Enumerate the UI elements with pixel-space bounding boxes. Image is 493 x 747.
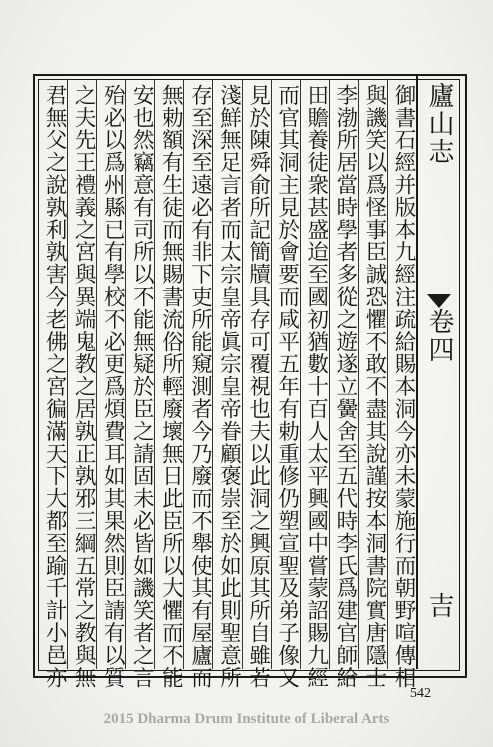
column-rule: [242, 79, 243, 669]
column-rule: [154, 79, 155, 669]
footer-watermark: 2015 Dharma Drum Institute of Liberal Arts: [103, 711, 390, 727]
leaf-number: 吉: [424, 592, 454, 620]
column-rule: [387, 79, 388, 669]
text-column: 之夫先王禮義之宮與異端鬼教之居孰正孰邪三綱五常之教與無: [71, 84, 97, 689]
text-column: 而官其洞主見於會要而咸平五年有勅重修仍塑宣聖及弟子像又: [274, 84, 300, 689]
fish-tail-mark: [424, 294, 454, 308]
text-column: 淺鮮無足言者而太宗皇帝眞宗皇帝眷顧褒崇至於如此則聖意所: [216, 84, 242, 689]
text-column: 田贍養徒衆甚盛迨至國初猶數十百人太平興國中嘗蒙詔賜九經: [303, 84, 329, 689]
column-rule: [67, 79, 68, 669]
column-rule: [125, 79, 126, 669]
text-column: 君無父之說孰利孰害今老佛之宮徧滿天下大都至踰千計小邑亦: [42, 84, 68, 689]
text-column: 安也然竊意有司所以不能無疑於臣之請固未必皆如譏笑者之言: [129, 84, 155, 689]
column-rule: [329, 79, 330, 669]
text-column: 無勅額有生徒而無賜書流俗所輕廢壞無日此臣所以大懼而不能: [158, 84, 184, 689]
column-rule: [96, 79, 97, 669]
column-rule: [358, 79, 359, 669]
text-column: 見於陳舜俞所記簡牘具存可覆視也夫以此洞之興原其所自雖若: [245, 84, 271, 689]
text-column: 存至深至遠必有非下吏所能窺測者今乃廢而不舉使其有屋廬而: [187, 84, 213, 689]
column-rule: [183, 79, 184, 669]
text-column: 御書石經并版本九經注疏給賜本洞今亦未蒙施行而朝野喧傳相: [390, 84, 416, 689]
text-column: 與譏笑以爲怪事臣誠恐懼不敢不盡其說謹按本洞書院實唐隱士: [361, 84, 387, 689]
text-column: 李渤所居當時學者多從之遊遂立黌舍至五代時李氏爲建官師給: [332, 84, 358, 689]
column-rule: [271, 79, 272, 669]
column-rule: [300, 79, 301, 669]
volume-label: 卷四: [424, 308, 454, 364]
banxin-margin: [418, 76, 458, 666]
text-column: 殆必以爲州縣已有學校不必更爲煩費耳如其果然則臣請有以質: [100, 84, 126, 689]
column-rule: [212, 79, 213, 669]
page-number: 542: [410, 686, 431, 701]
book-title: 廬山志: [424, 82, 454, 166]
